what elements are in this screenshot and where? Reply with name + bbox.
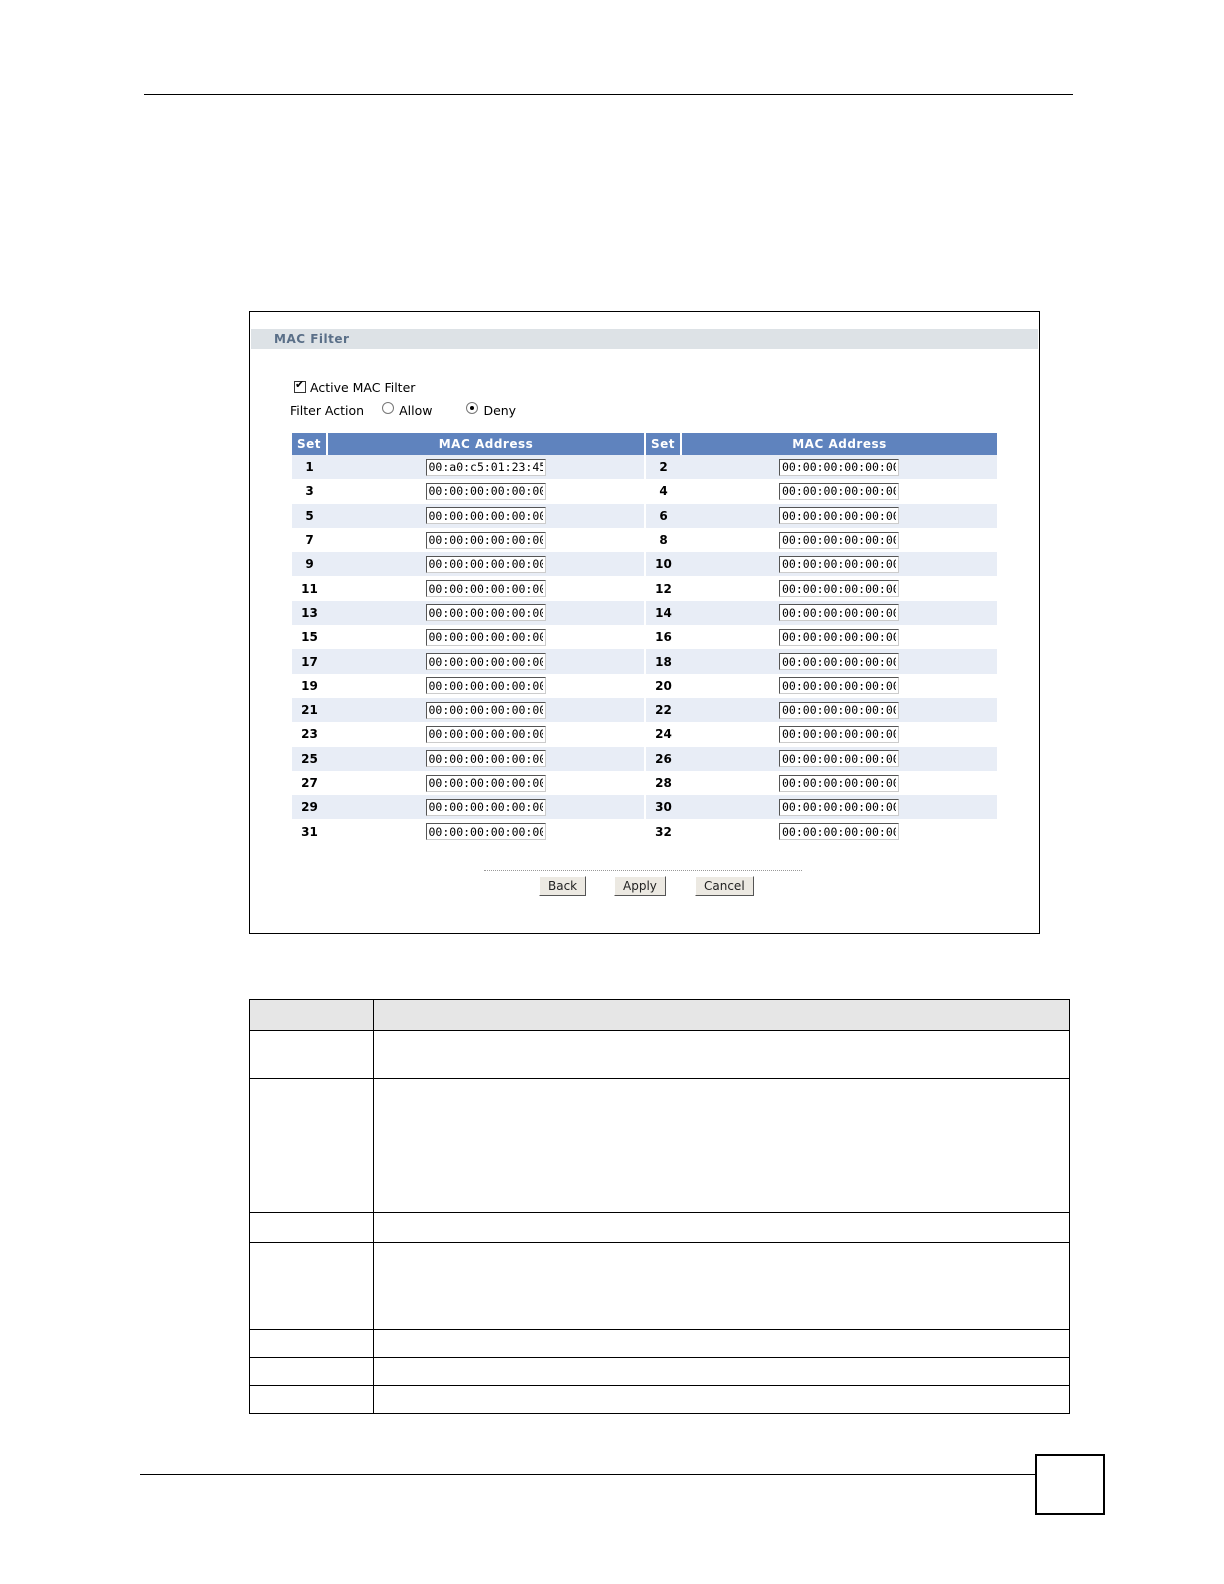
deny-radio[interactable] (466, 402, 478, 414)
mac-cell (327, 674, 645, 698)
set-cell: 4 (645, 479, 681, 503)
set-cell: 32 (645, 819, 681, 843)
table-row (292, 771, 997, 795)
set-cell: 29 (292, 795, 327, 819)
mac-address-field[interactable] (426, 532, 546, 549)
table-row (292, 528, 997, 552)
mac-address-field[interactable] (779, 750, 899, 767)
set-cell: 16 (645, 625, 681, 649)
table-row (292, 576, 997, 600)
mac-address-field[interactable] (779, 653, 899, 670)
mac-cell (681, 819, 997, 843)
table-row (292, 479, 997, 503)
set-cell: 14 (645, 601, 681, 625)
mac-cell (681, 771, 997, 795)
desc-row (250, 1031, 1070, 1079)
desc-header-row (250, 1000, 1070, 1031)
mac-cell (327, 504, 645, 528)
desc-row (250, 1330, 1070, 1358)
mac-address-field[interactable] (779, 702, 899, 719)
set-cell: 11 (292, 576, 327, 600)
page-number-box (1035, 1454, 1105, 1515)
set-cell: 26 (645, 747, 681, 771)
set-header: Set (645, 433, 681, 455)
mac-filter-screenshot (249, 311, 1040, 934)
apply-button[interactable]: Apply (614, 876, 666, 896)
mac-cell (681, 552, 997, 576)
back-button[interactable]: Back (539, 876, 586, 896)
set-cell: 10 (645, 552, 681, 576)
mac-cell (681, 698, 997, 722)
set-cell: 15 (292, 625, 327, 649)
table-row (292, 601, 997, 625)
set-cell: 9 (292, 552, 327, 576)
desc-row (250, 1358, 1070, 1386)
mac-cell (327, 771, 645, 795)
filter-action-label: Filter Action (290, 403, 365, 418)
desc-header-description (374, 1000, 1070, 1031)
table-row (292, 455, 997, 479)
allow-label: Allow (399, 403, 433, 418)
set-cell: 5 (292, 504, 327, 528)
mac-address-field[interactable] (779, 629, 899, 646)
desc-row (250, 1079, 1070, 1213)
set-cell: 20 (645, 674, 681, 698)
desc-row (250, 1386, 1070, 1414)
mac-cell (327, 479, 645, 503)
panel-title-bar (251, 329, 1038, 349)
set-cell: 27 (292, 771, 327, 795)
set-cell: 22 (645, 698, 681, 722)
mac-address-table (292, 433, 997, 844)
mac-cell (681, 625, 997, 649)
set-cell: 17 (292, 649, 327, 673)
header-rule (144, 94, 1073, 95)
mac-address-field[interactable] (779, 532, 899, 549)
set-cell: 1 (292, 455, 327, 479)
mac-address-field[interactable] (426, 677, 546, 694)
mac-cell (327, 722, 645, 746)
table-row (292, 504, 997, 528)
set-cell: 2 (645, 455, 681, 479)
mac-cell (681, 528, 997, 552)
mac-cell (327, 819, 645, 843)
set-cell: 30 (645, 795, 681, 819)
mac-cell (681, 674, 997, 698)
mac-address-field[interactable] (426, 507, 546, 524)
mac-address-field[interactable] (426, 604, 546, 621)
active-mac-filter-label: Active MAC Filter (310, 380, 416, 395)
mac-address-field[interactable] (779, 556, 899, 573)
mac-cell (681, 795, 997, 819)
set-cell: 13 (292, 601, 327, 625)
set-cell: 6 (645, 504, 681, 528)
mac-address-field[interactable] (779, 507, 899, 524)
mac-address-field[interactable] (426, 629, 546, 646)
mac-cell (327, 747, 645, 771)
desc-row (250, 1243, 1070, 1330)
mac-address-field[interactable] (779, 775, 899, 792)
set-cell: 8 (645, 528, 681, 552)
table-row (292, 747, 997, 771)
set-cell: 25 (292, 747, 327, 771)
active-mac-filter-checkbox[interactable] (294, 378, 306, 393)
set-cell: 18 (645, 649, 681, 673)
desc-header-label (250, 1000, 374, 1031)
mac-address-field[interactable] (426, 483, 546, 500)
mac-address-field[interactable] (426, 799, 546, 816)
mac-address-header: MAC Address (681, 433, 997, 455)
set-cell: 12 (645, 576, 681, 600)
mac-cell (681, 601, 997, 625)
mac-address-header: MAC Address (327, 433, 645, 455)
set-cell: 3 (292, 479, 327, 503)
checkmark-icon: ✔ (295, 378, 305, 391)
mac-address-field[interactable] (426, 823, 546, 840)
mac-cell (681, 576, 997, 600)
mac-address-field[interactable] (426, 726, 546, 743)
mac-cell (327, 576, 645, 600)
mac-address-field[interactable] (779, 604, 899, 621)
mac-cell (327, 625, 645, 649)
mac-address-field[interactable] (426, 702, 546, 719)
mac-address-field[interactable] (779, 459, 899, 476)
deny-option[interactable] (466, 402, 516, 418)
table-row (292, 649, 997, 673)
set-cell: 21 (292, 698, 327, 722)
set-cell: 31 (292, 819, 327, 843)
mac-cell (681, 649, 997, 673)
mac-address-field[interactable] (426, 580, 546, 597)
mac-cell (327, 528, 645, 552)
table-row (292, 819, 997, 843)
set-cell: 19 (292, 674, 327, 698)
deny-label: Deny (483, 403, 517, 418)
mac-cell (327, 455, 645, 479)
mac-cell (327, 795, 645, 819)
mac-cell (681, 455, 997, 479)
allow-option[interactable] (382, 402, 432, 418)
mac-address-field[interactable] (426, 459, 546, 476)
mac-address-field[interactable] (779, 677, 899, 694)
mac-address-field[interactable] (779, 580, 899, 597)
mac-cell (327, 649, 645, 673)
set-cell: 7 (292, 528, 327, 552)
active-mac-filter-row (294, 380, 415, 395)
mac-address-field[interactable] (426, 556, 546, 573)
mac-address-field[interactable] (779, 726, 899, 743)
set-header: Set (292, 433, 327, 455)
footer-rule (140, 1474, 1036, 1475)
mac-cell (327, 698, 645, 722)
mac-cell (327, 601, 645, 625)
panel-title: MAC Filter (274, 332, 350, 346)
mac-address-field[interactable] (426, 750, 546, 767)
table-row (292, 795, 997, 819)
set-cell: 24 (645, 722, 681, 746)
table-row (292, 698, 997, 722)
set-cell: 28 (645, 771, 681, 795)
mac-cell (681, 747, 997, 771)
table-row (292, 674, 997, 698)
button-separator (484, 870, 802, 871)
allow-radio[interactable] (382, 402, 394, 414)
mac-address-field[interactable] (779, 823, 899, 840)
mac-cell (681, 504, 997, 528)
mac-address-field[interactable] (779, 799, 899, 816)
table-row (292, 722, 997, 746)
table-row (292, 552, 997, 576)
desc-row (250, 1213, 1070, 1243)
cancel-button[interactable]: Cancel (695, 876, 754, 896)
description-table (249, 999, 1070, 1414)
mac-address-field[interactable] (426, 653, 546, 670)
mac-address-field[interactable] (779, 483, 899, 500)
table-row (292, 625, 997, 649)
mac-cell (681, 722, 997, 746)
mac-address-field[interactable] (426, 775, 546, 792)
mac-cell (327, 552, 645, 576)
mac-table-header (292, 433, 997, 455)
set-cell: 23 (292, 722, 327, 746)
mac-cell (681, 479, 997, 503)
filter-action-row (290, 402, 516, 418)
